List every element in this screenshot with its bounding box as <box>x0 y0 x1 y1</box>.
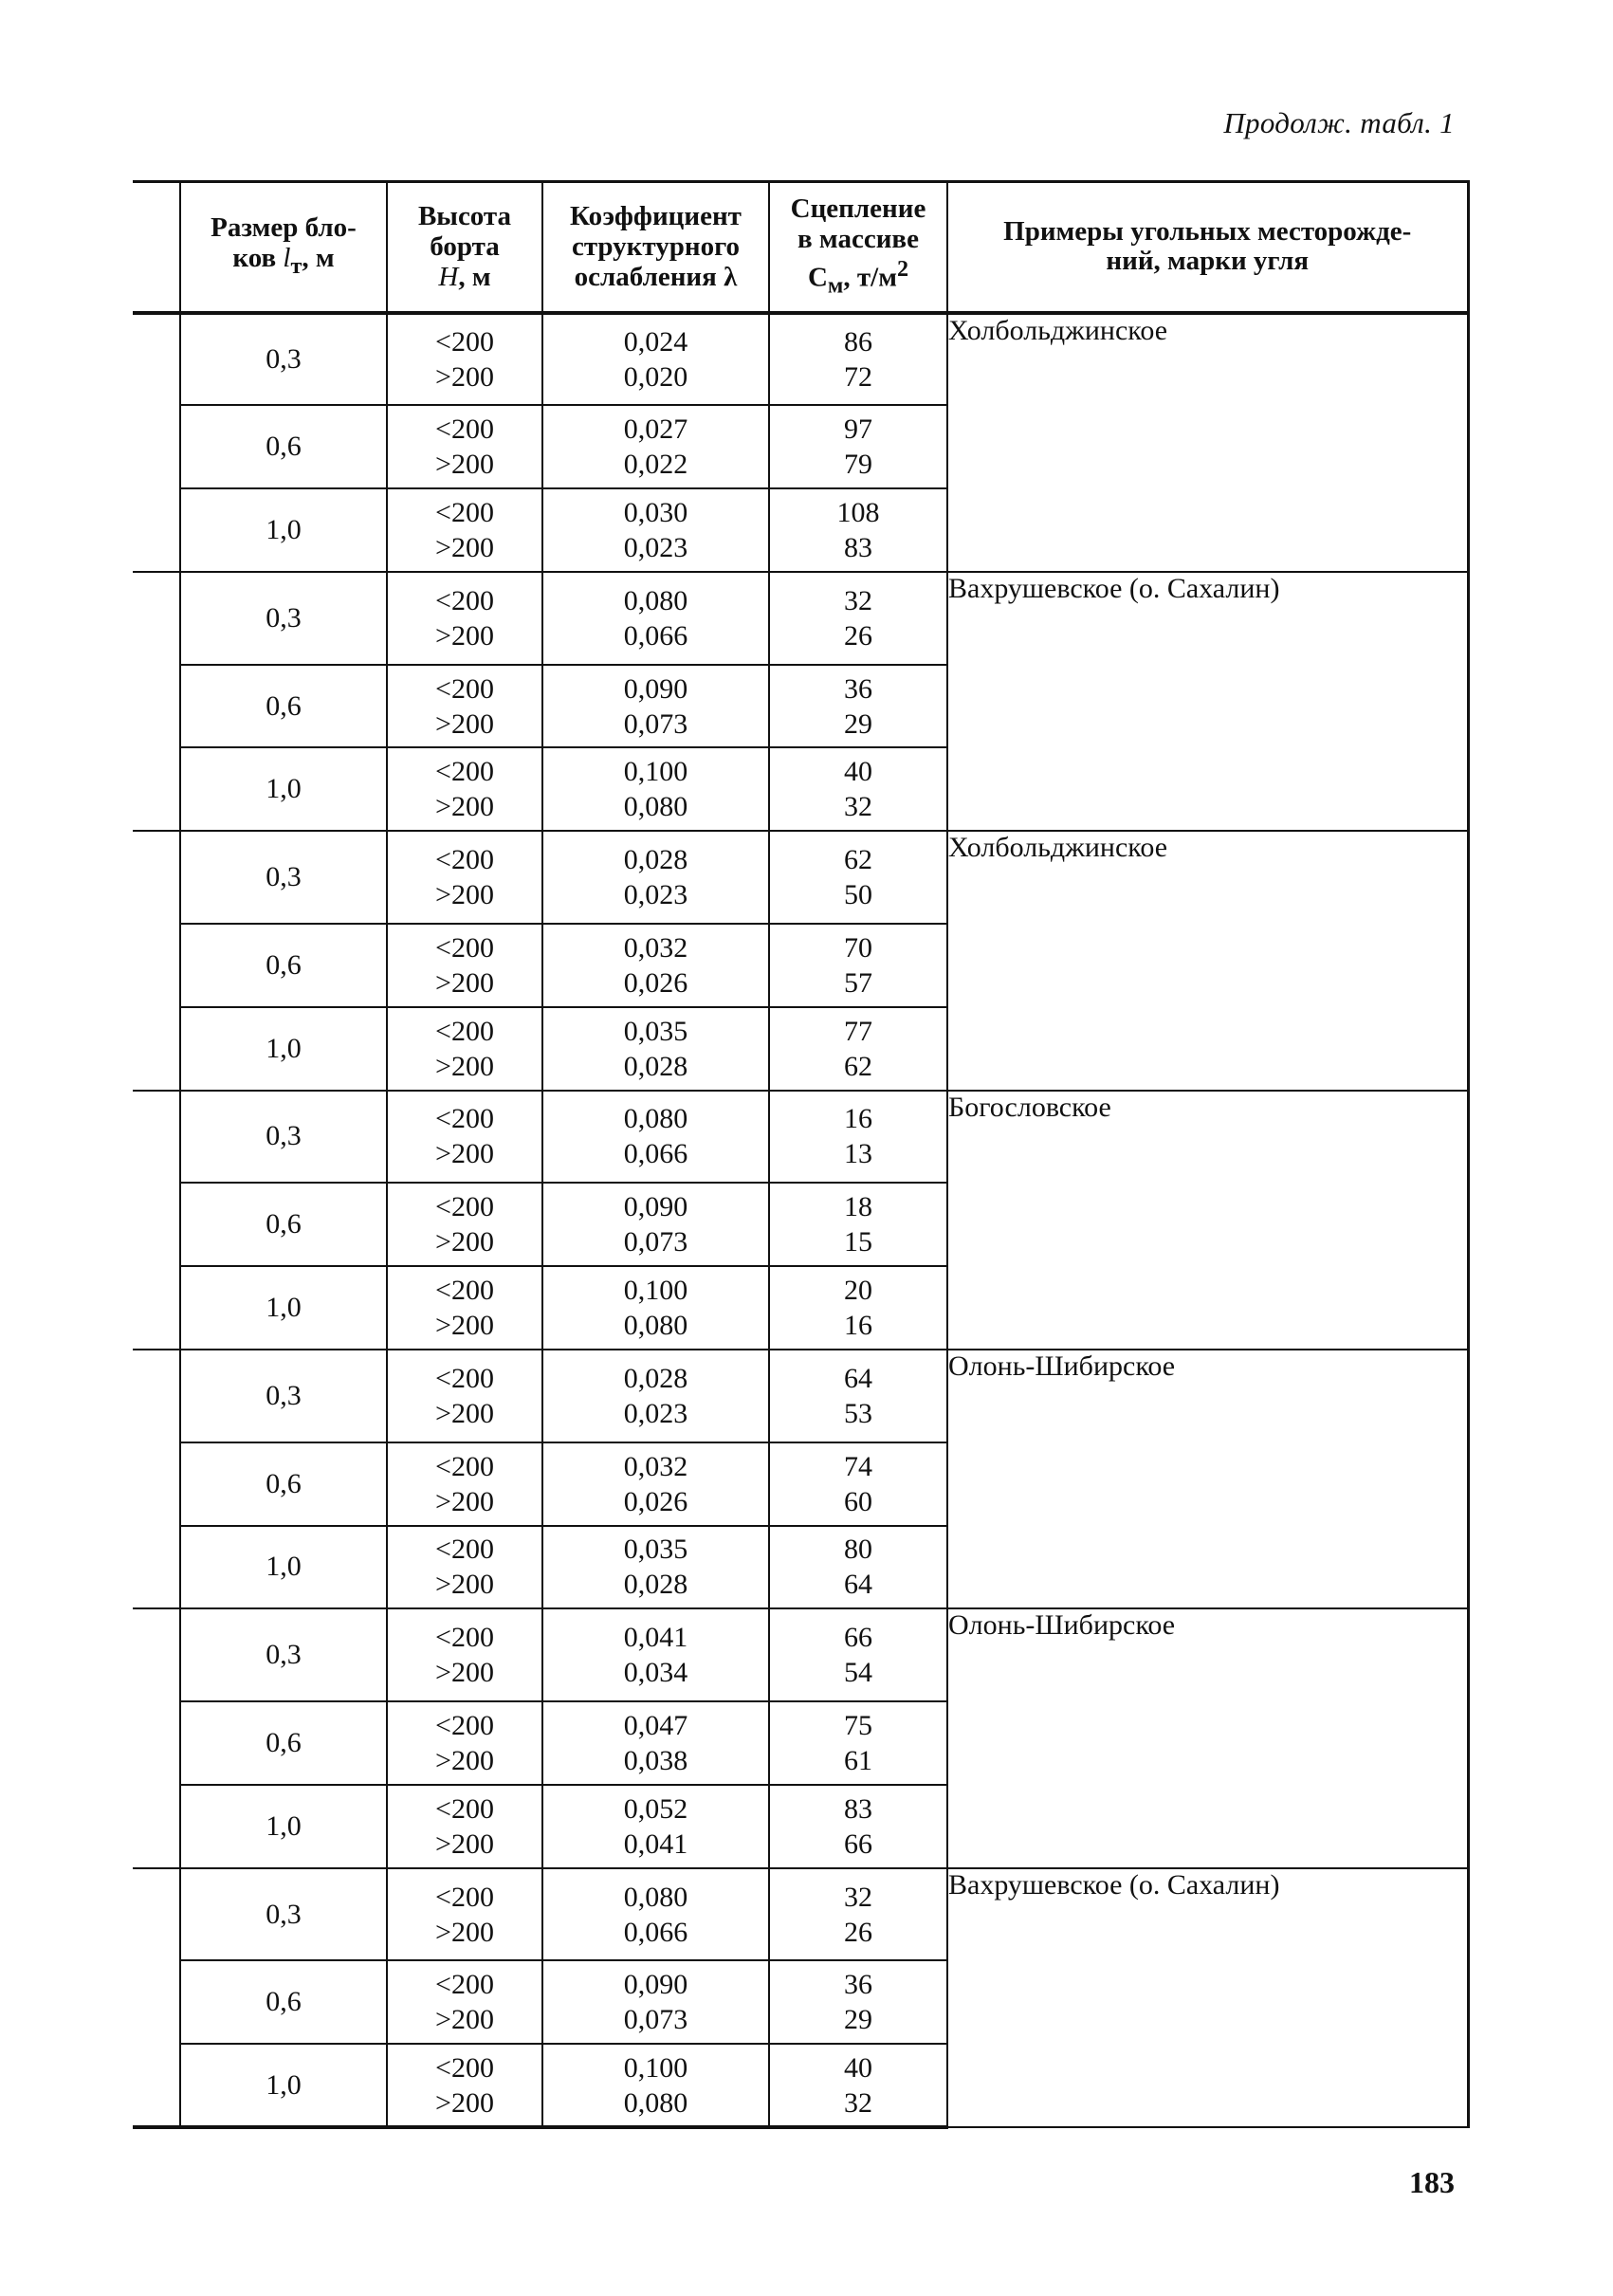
cell-slope-height-value: >200 <box>435 1138 494 1170</box>
cell-cohesion <box>769 488 947 572</box>
cell-slope-height-value: <200 <box>435 413 494 446</box>
header-block-size <box>180 182 387 313</box>
cell-weakening-coefficient <box>542 1091 769 1184</box>
cell-block-size: 1,0 <box>180 1266 387 1350</box>
cell-weakening-coefficient-value: 0,022 <box>623 449 688 481</box>
header-cohesion-unit: , т/м <box>843 262 897 293</box>
row-stub <box>133 665 180 748</box>
cell-weakening-coefficient-value: 0,032 <box>623 1450 688 1482</box>
cell-deposit-example <box>947 1091 1468 1350</box>
header-slope-height <box>387 182 542 313</box>
cell-weakening-coefficient-value: 0,090 <box>623 1969 688 2001</box>
cell-block-size: 0,6 <box>180 1701 387 1785</box>
deposit-name: Холбольджинское <box>948 832 1168 864</box>
header-block-size-text: ков <box>232 242 284 273</box>
cell-slope-height-value: >200 <box>435 1657 494 1689</box>
row-stub <box>133 1442 180 1526</box>
header-block-size-unit: , м <box>302 242 335 273</box>
header-examples-line2: ний, марки угля <box>1106 246 1310 277</box>
cell-cohesion <box>769 1442 947 1526</box>
data-table-container <box>133 180 1468 2129</box>
cell-block-size: 0,3 <box>180 1091 387 1184</box>
cell-weakening-coefficient-value: 0,028 <box>623 1050 688 1082</box>
cell-slope-height-value: >200 <box>435 360 494 393</box>
cell-cohesion <box>769 1091 947 1184</box>
cell-cohesion-value: 50 <box>844 879 872 911</box>
cell-cohesion-value: 62 <box>844 844 872 876</box>
header-cohesion-line1: Сцепление <box>790 193 926 224</box>
cell-slope-height <box>387 572 542 665</box>
cell-cohesion-value: 18 <box>844 1191 872 1223</box>
cell-cohesion-value: 36 <box>844 672 872 705</box>
table-continuation-caption: Продолж. табл. 1 <box>1223 106 1455 139</box>
cell-weakening-coefficient-value: 0,035 <box>623 1015 688 1047</box>
cell-slope-height <box>387 405 542 488</box>
cell-weakening-coefficient <box>542 1183 769 1266</box>
cell-weakening-coefficient-value: 0,030 <box>623 496 688 528</box>
cell-cohesion <box>769 405 947 488</box>
cell-cohesion-value: 62 <box>844 1050 872 1082</box>
cell-weakening-coefficient <box>542 2044 769 2127</box>
row-stub <box>133 1785 180 1868</box>
row-stub <box>133 572 180 665</box>
cell-cohesion-value: 75 <box>844 1709 872 1741</box>
cell-cohesion-value: 13 <box>844 1138 872 1170</box>
header-block-size-symbol: l <box>283 242 291 273</box>
header-cohesion-line2: в массиве <box>797 223 919 254</box>
cell-weakening-coefficient <box>542 924 769 1007</box>
cell-slope-height <box>387 924 542 1007</box>
cell-cohesion-value: 40 <box>844 2051 872 2084</box>
cell-slope-height <box>387 1007 542 1091</box>
cell-cohesion <box>769 1183 947 1266</box>
cell-weakening-coefficient <box>542 1526 769 1609</box>
cell-slope-height-value: <200 <box>435 1362 494 1394</box>
cell-cohesion <box>769 1701 947 1785</box>
header-slope-height-symbol: H <box>438 262 459 293</box>
cell-cohesion-value: 64 <box>844 1569 872 1601</box>
cell-cohesion-value: 57 <box>844 966 872 999</box>
row-stub <box>133 1266 180 1350</box>
cell-block-size: 0,6 <box>180 1960 387 2044</box>
cell-slope-height-value: <200 <box>435 844 494 876</box>
cell-block-size: 1,0 <box>180 488 387 572</box>
cell-weakening-coefficient-value: 0,027 <box>623 413 688 446</box>
cell-slope-height-value: <200 <box>435 1881 494 1913</box>
cell-deposit-example <box>947 572 1468 831</box>
cell-slope-height-value: <200 <box>435 1450 494 1482</box>
cell-slope-height <box>387 1183 542 1266</box>
cell-slope-height-value: >200 <box>435 1744 494 1776</box>
header-slope-height-line2: борта <box>430 231 500 263</box>
cell-slope-height <box>387 2044 542 2127</box>
cell-slope-height <box>387 1266 542 1350</box>
cell-weakening-coefficient-value: 0,100 <box>623 756 688 788</box>
cell-weakening-coefficient-value: 0,026 <box>623 1485 688 1517</box>
cell-slope-height-value: >200 <box>435 1916 494 1948</box>
cell-slope-height-value: <200 <box>435 1275 494 1307</box>
cell-block-size: 0,6 <box>180 665 387 748</box>
cell-block-size: 0,3 <box>180 831 387 924</box>
cell-weakening-coefficient <box>542 1266 769 1350</box>
row-stub <box>133 924 180 1007</box>
cell-block-size: 0,6 <box>180 924 387 1007</box>
cell-weakening-coefficient-value: 0,080 <box>623 1103 688 1135</box>
cell-cohesion-value: 20 <box>844 1275 872 1307</box>
cell-block-size: 0,3 <box>180 572 387 665</box>
header-stub <box>133 182 180 313</box>
cell-weakening-coefficient-value: 0,024 <box>623 325 688 358</box>
cell-weakening-coefficient-value: 0,100 <box>623 2051 688 2084</box>
cell-slope-height <box>387 1526 542 1609</box>
cell-weakening-coefficient-value: 0,090 <box>623 672 688 705</box>
cell-cohesion-value: 16 <box>844 1310 872 1342</box>
cell-weakening-coefficient <box>542 405 769 488</box>
cell-weakening-coefficient-value: 0,032 <box>623 931 688 964</box>
deposit-name: Вахрушевское (о. Сахалин) <box>948 1868 1280 1901</box>
cell-slope-height <box>387 1608 542 1701</box>
cell-block-size: 0,3 <box>180 1350 387 1442</box>
cell-block-size: 0,6 <box>180 405 387 488</box>
cell-slope-height-value: >200 <box>435 449 494 481</box>
cell-weakening-coefficient-value: 0,080 <box>623 1310 688 1342</box>
cell-weakening-coefficient <box>542 1350 769 1442</box>
cell-block-size: 1,0 <box>180 2044 387 2127</box>
cell-weakening-coefficient <box>542 1868 769 1961</box>
cell-slope-height-value: >200 <box>435 1310 494 1342</box>
cell-slope-height <box>387 488 542 572</box>
cell-weakening-coefficient-value: 0,066 <box>623 619 688 652</box>
header-slope-height-unit: , м <box>458 262 491 293</box>
cell-slope-height-value: >200 <box>435 2004 494 2036</box>
cell-weakening-coefficient <box>542 747 769 831</box>
row-stub <box>133 1350 180 1442</box>
cell-block-size: 0,3 <box>180 313 387 406</box>
cell-cohesion-value: 83 <box>844 531 872 563</box>
cell-weakening-coefficient-value: 0,066 <box>623 1138 688 1170</box>
cell-cohesion-value: 36 <box>844 1969 872 2001</box>
cell-weakening-coefficient-value: 0,041 <box>623 1622 688 1654</box>
cell-cohesion-value: 15 <box>844 1226 872 1258</box>
deposit-name: Богословское <box>948 1091 1111 1123</box>
cell-cohesion-value: 29 <box>844 707 872 740</box>
cell-slope-height-value: >200 <box>435 1485 494 1517</box>
cell-cohesion <box>769 831 947 924</box>
cell-deposit-example <box>947 831 1468 1090</box>
cell-slope-height-value: >200 <box>435 531 494 563</box>
cell-weakening-coefficient-value: 0,034 <box>623 1657 688 1689</box>
coal-deposit-strength-table <box>133 180 1470 2129</box>
cell-cohesion <box>769 747 947 831</box>
cell-weakening-coefficient-value: 0,073 <box>623 707 688 740</box>
cell-cohesion-value: 60 <box>844 1485 872 1517</box>
cell-slope-height-value: <200 <box>435 1534 494 1566</box>
cell-weakening-coefficient <box>542 1960 769 2044</box>
cell-cohesion <box>769 1350 947 1442</box>
cell-cohesion-value: 77 <box>844 1015 872 1047</box>
cell-cohesion-value: 74 <box>844 1450 872 1482</box>
header-slope-height-line1: Высота <box>417 201 512 232</box>
deposit-name: Холбольджинское <box>948 314 1168 346</box>
header-block-size-subscript: т <box>290 252 302 279</box>
cell-weakening-coefficient-value: 0,073 <box>623 2004 688 2036</box>
row-stub <box>133 313 180 406</box>
cell-slope-height <box>387 1442 542 1526</box>
cell-weakening-coefficient <box>542 1007 769 1091</box>
cell-block-size: 1,0 <box>180 747 387 831</box>
cell-slope-height-value: >200 <box>435 2086 494 2119</box>
table-row <box>133 1868 1468 1961</box>
cell-slope-height-value: <200 <box>435 1622 494 1654</box>
cell-slope-height-value: >200 <box>435 1226 494 1258</box>
header-cohesion-subscript: м <box>827 271 844 298</box>
cell-cohesion <box>769 665 947 748</box>
cell-slope-height-value: <200 <box>435 1015 494 1047</box>
page-number: 183 <box>1409 2165 1455 2199</box>
cell-slope-height-value: >200 <box>435 791 494 823</box>
header-deposit-examples <box>947 182 1468 313</box>
row-stub <box>133 405 180 488</box>
header-cohesion-symbol: С <box>807 262 828 293</box>
deposit-name: Вахрушевское (о. Сахалин) <box>948 572 1280 604</box>
header-examples-line1: Примеры угольных месторожде- <box>1003 216 1412 248</box>
cell-cohesion-value: 54 <box>844 1657 872 1689</box>
header-cohesion <box>769 182 947 313</box>
cell-weakening-coefficient <box>542 831 769 924</box>
cell-weakening-coefficient-value: 0,080 <box>623 1881 688 1913</box>
cell-weakening-coefficient <box>542 1785 769 1868</box>
cell-weakening-coefficient-value: 0,035 <box>623 1534 688 1566</box>
row-stub <box>133 1091 180 1184</box>
cell-deposit-example <box>947 1350 1468 1608</box>
cell-weakening-coefficient-value: 0,026 <box>623 966 688 999</box>
cell-slope-height <box>387 665 542 748</box>
cell-weakening-coefficient <box>542 572 769 665</box>
cell-weakening-coefficient-value: 0,100 <box>623 1275 688 1307</box>
cell-weakening-coefficient <box>542 1442 769 1526</box>
cell-cohesion-value: 80 <box>844 1534 872 1566</box>
cell-weakening-coefficient <box>542 1608 769 1701</box>
cell-weakening-coefficient-value: 0,080 <box>623 791 688 823</box>
cell-slope-height-value: <200 <box>435 672 494 705</box>
cell-weakening-coefficient-value: 0,020 <box>623 360 688 393</box>
cell-deposit-example <box>947 313 1468 572</box>
cell-slope-height <box>387 1350 542 1442</box>
row-stub <box>133 1960 180 2044</box>
cell-weakening-coefficient <box>542 665 769 748</box>
cell-cohesion <box>769 1526 947 1609</box>
row-stub <box>133 1526 180 1609</box>
row-stub <box>133 2044 180 2127</box>
cell-slope-height-value: <200 <box>435 1103 494 1135</box>
cell-weakening-coefficient <box>542 488 769 572</box>
cell-cohesion-value: 40 <box>844 756 872 788</box>
row-stub <box>133 831 180 924</box>
cell-slope-height-value: <200 <box>435 325 494 358</box>
cell-cohesion <box>769 1608 947 1701</box>
cell-cohesion-value: 16 <box>844 1103 872 1135</box>
cell-slope-height-value: <200 <box>435 496 494 528</box>
cell-block-size: 1,0 <box>180 1526 387 1609</box>
cell-slope-height <box>387 1868 542 1961</box>
deposit-name: Олонь-Шибирское <box>948 1350 1176 1382</box>
cell-slope-height <box>387 1701 542 1785</box>
deposit-name: Олонь-Шибирское <box>948 1609 1176 1642</box>
cell-cohesion-value: 53 <box>844 1397 872 1429</box>
cell-slope-height-value: <200 <box>435 931 494 964</box>
cell-weakening-coefficient-value: 0,023 <box>623 879 688 911</box>
cell-slope-height-value: >200 <box>435 879 494 911</box>
cell-cohesion-value: 97 <box>844 413 872 446</box>
cell-cohesion-value: 83 <box>844 1792 872 1825</box>
cell-slope-height-value: <200 <box>435 1191 494 1223</box>
cell-slope-height-value: >200 <box>435 1050 494 1082</box>
cell-slope-height <box>387 831 542 924</box>
cell-slope-height-value: >200 <box>435 966 494 999</box>
cell-weakening-coefficient-value: 0,028 <box>623 1362 688 1394</box>
table-row <box>133 831 1468 924</box>
cell-weakening-coefficient-value: 0,028 <box>623 844 688 876</box>
row-stub <box>133 747 180 831</box>
header-coef-line2: структурного <box>571 231 741 263</box>
cell-slope-height-value: <200 <box>435 1709 494 1741</box>
row-stub <box>133 1007 180 1091</box>
cell-weakening-coefficient-value: 0,023 <box>623 531 688 563</box>
cell-slope-height-value: <200 <box>435 2051 494 2084</box>
cell-block-size: 0,6 <box>180 1442 387 1526</box>
row-stub <box>133 1183 180 1266</box>
cell-cohesion-value: 64 <box>844 1362 872 1394</box>
cell-weakening-coefficient-value: 0,023 <box>623 1397 688 1429</box>
cell-cohesion <box>769 2044 947 2127</box>
cell-weakening-coefficient <box>542 1701 769 1785</box>
cell-cohesion <box>769 924 947 1007</box>
cell-deposit-example <box>947 1608 1468 1867</box>
cell-cohesion-value: 26 <box>844 619 872 652</box>
cell-cohesion-value: 79 <box>844 449 872 481</box>
header-coef-line1: Коэффициент <box>570 201 742 232</box>
cell-weakening-coefficient <box>542 313 769 406</box>
cell-cohesion <box>769 1785 947 1868</box>
cell-block-size: 0,6 <box>180 1183 387 1266</box>
cell-slope-height <box>387 1785 542 1868</box>
header-cohesion-superscript: 2 <box>896 255 909 282</box>
cell-slope-height-value: >200 <box>435 707 494 740</box>
cell-slope-height <box>387 747 542 831</box>
cell-slope-height-value: <200 <box>435 584 494 616</box>
header-block-size-line1: Размер бло- <box>211 211 357 243</box>
row-stub <box>133 488 180 572</box>
cell-cohesion-value: 32 <box>844 2086 872 2119</box>
cell-block-size: 0,3 <box>180 1868 387 1961</box>
cell-slope-height-value: >200 <box>435 1828 494 1860</box>
cell-slope-height <box>387 1960 542 2044</box>
cell-cohesion-value: 29 <box>844 2004 872 2036</box>
cell-cohesion <box>769 1868 947 1961</box>
cell-weakening-coefficient-value: 0,028 <box>623 1569 688 1601</box>
cell-cohesion <box>769 313 947 406</box>
cell-block-size: 0,3 <box>180 1608 387 1701</box>
cell-slope-height-value: <200 <box>435 1969 494 2001</box>
cell-weakening-coefficient-value: 0,073 <box>623 1226 688 1258</box>
cell-weakening-coefficient-value: 0,090 <box>623 1191 688 1223</box>
cell-slope-height <box>387 1091 542 1184</box>
cell-cohesion <box>769 1266 947 1350</box>
cell-block-size: 1,0 <box>180 1007 387 1091</box>
cell-slope-height-value: >200 <box>435 1569 494 1601</box>
cell-cohesion-value: 70 <box>844 931 872 964</box>
cell-slope-height-value: <200 <box>435 1792 494 1825</box>
cell-deposit-example <box>947 1868 1468 2127</box>
row-stub <box>133 1701 180 1785</box>
header-block-size-line2 <box>181 243 386 282</box>
cell-weakening-coefficient-value: 0,038 <box>623 1744 688 1776</box>
cell-cohesion-value: 61 <box>844 1744 872 1776</box>
header-cohesion-line3 <box>770 254 946 301</box>
cell-cohesion-value: 108 <box>836 496 880 528</box>
table-row <box>133 1091 1468 1184</box>
cell-cohesion-value: 26 <box>844 1916 872 1948</box>
header-coef-line3: ослабления λ <box>574 262 738 293</box>
cell-cohesion-value: 66 <box>844 1622 872 1654</box>
table-header-row <box>133 182 1468 313</box>
cell-slope-height <box>387 313 542 406</box>
cell-cohesion <box>769 572 947 665</box>
table-row <box>133 572 1468 665</box>
cell-cohesion-value: 72 <box>844 360 872 393</box>
table-row <box>133 1350 1468 1442</box>
table-row <box>133 313 1468 406</box>
cell-weakening-coefficient-value: 0,080 <box>623 584 688 616</box>
row-stub <box>133 1608 180 1701</box>
cell-block-size: 1,0 <box>180 1785 387 1868</box>
cell-cohesion-value: 32 <box>844 584 872 616</box>
cell-cohesion <box>769 1960 947 2044</box>
cell-slope-height-value: >200 <box>435 619 494 652</box>
table-body <box>133 313 1468 2128</box>
cell-slope-height-value: <200 <box>435 756 494 788</box>
cell-cohesion <box>769 1007 947 1091</box>
header-slope-height-line3 <box>388 262 541 292</box>
cell-weakening-coefficient-value: 0,047 <box>623 1709 688 1741</box>
row-stub <box>133 1868 180 1961</box>
cell-weakening-coefficient-value: 0,041 <box>623 1828 688 1860</box>
cell-cohesion-value: 32 <box>844 791 872 823</box>
cell-cohesion-value: 32 <box>844 1881 872 1913</box>
header-weakening-coefficient <box>542 182 769 313</box>
cell-weakening-coefficient-value: 0,066 <box>623 1916 688 1948</box>
cell-cohesion-value: 66 <box>844 1828 872 1860</box>
cell-cohesion-value: 86 <box>844 325 872 358</box>
cell-slope-height-value: >200 <box>435 1397 494 1429</box>
cell-weakening-coefficient-value: 0,052 <box>623 1792 688 1825</box>
cell-weakening-coefficient-value: 0,080 <box>623 2086 688 2119</box>
table-row <box>133 1608 1468 1701</box>
